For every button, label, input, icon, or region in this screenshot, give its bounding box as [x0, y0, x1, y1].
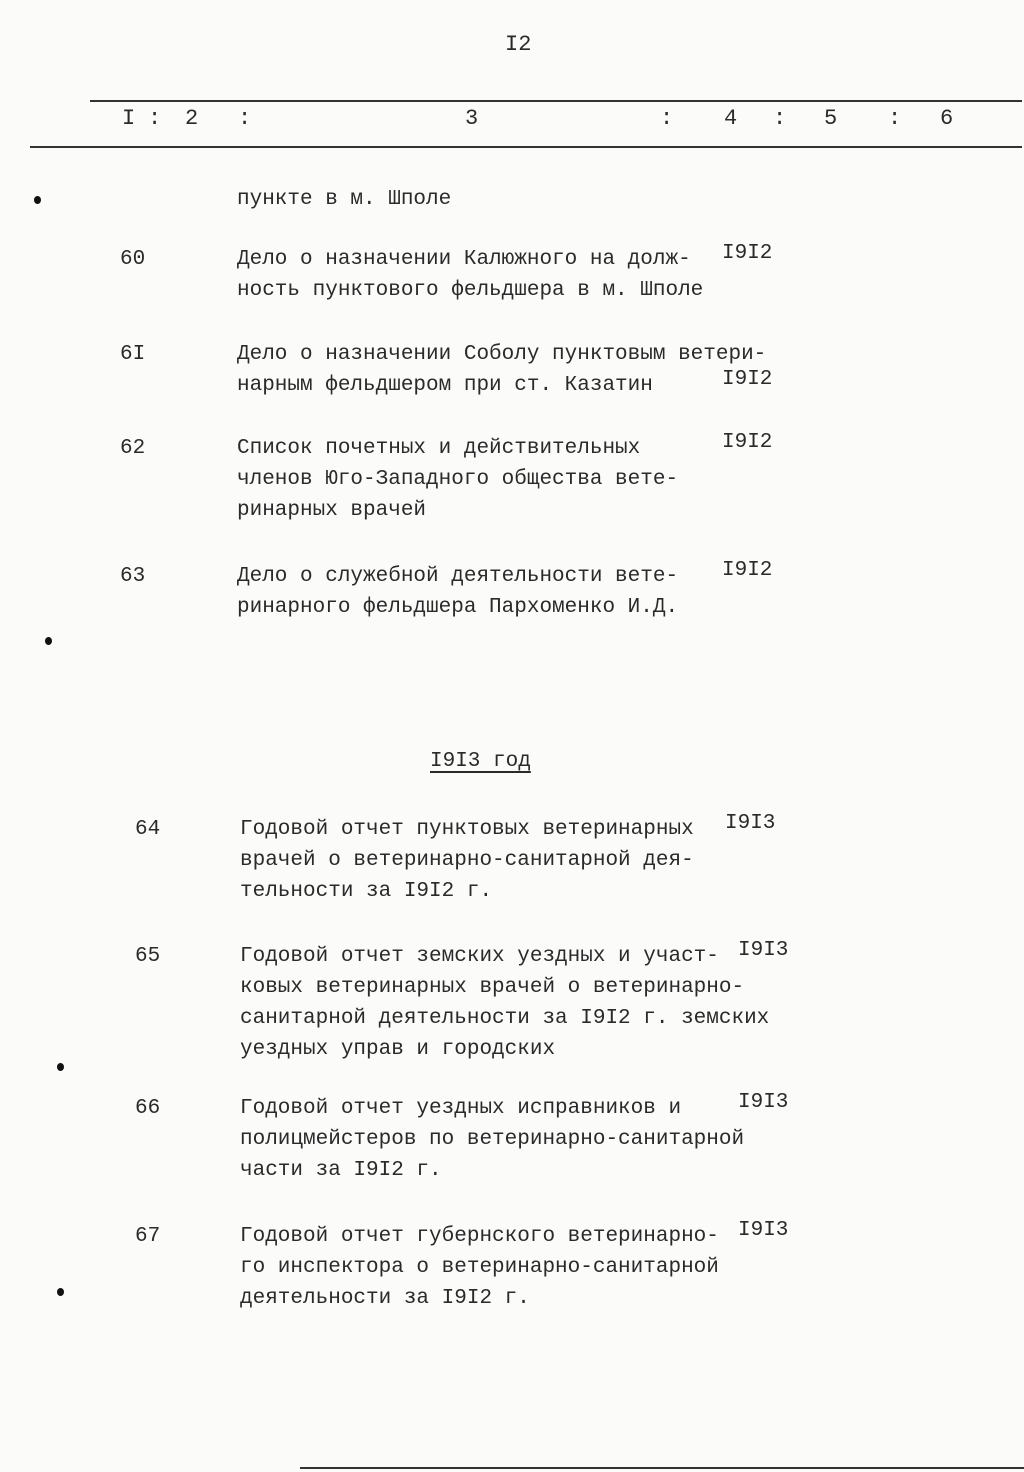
entry-number: 63	[120, 565, 146, 588]
column-3-header: 3	[465, 106, 479, 131]
column-4-header: 4	[724, 106, 738, 131]
entry-title	[240, 1221, 719, 1314]
entry-line: части за I9I2 г.	[240, 1159, 442, 1182]
entry-year: I9I3	[738, 1091, 789, 1114]
entry-year: I9I2	[722, 431, 773, 454]
entry-title	[240, 1093, 744, 1186]
entry-year: I9I3	[738, 939, 789, 962]
column-separator: :	[773, 106, 787, 131]
entry-title	[237, 244, 703, 306]
entry-line: Годовой отчет земских уездных и участ-	[240, 945, 719, 968]
entry-year: I9I2	[722, 242, 773, 265]
entry-line: нарным фельдшером при ст. Казатин	[237, 374, 653, 397]
entry-title	[237, 561, 678, 623]
punch-hole-mark	[45, 637, 52, 645]
column-6-header: 6	[940, 106, 954, 131]
entry-title	[240, 814, 694, 907]
column-separator: :	[660, 106, 674, 131]
entry-number: 62	[120, 437, 146, 460]
entry-line: Список почетных и действительных	[237, 437, 641, 460]
entry-line: тельности за I9I2 г.	[240, 880, 493, 903]
entry-line: членов Юго-Западного общества вете-	[237, 468, 679, 491]
entry-title	[240, 941, 769, 1065]
entry-line: Дело о служебной деятельности вете-	[237, 565, 679, 588]
entry-line: уездных управ и городских	[240, 1038, 556, 1061]
continuation-text	[237, 184, 451, 215]
entry-line: Годовой отчет уездных исправников и	[240, 1097, 682, 1120]
header-bottom-rule	[30, 146, 1022, 148]
entry-year: I9I2	[722, 368, 773, 391]
bottom-rule	[300, 1467, 1024, 1469]
entry-line: врачей о ветеринарно-санитарной дея-	[240, 849, 694, 872]
column-separator: :	[238, 106, 252, 131]
entry-number: 67	[135, 1225, 161, 1248]
entry-line: го инспектора о ветеринарно-санитарной	[240, 1256, 719, 1279]
entry-line: ность пунктового фельдшера в м. Шполе	[237, 279, 704, 302]
entry-number: 60	[120, 248, 146, 271]
column-5-header: 5	[824, 106, 838, 131]
entry-title	[237, 339, 766, 401]
entry-line: полицмейстеров по ветеринарно-санитарной	[240, 1128, 745, 1151]
entry-number: 6I	[120, 343, 146, 366]
entry-line: санитарной деятельности за I9I2 г. земских	[240, 1007, 770, 1030]
entry-line: Дело о назначении Калюжного на долж-	[237, 248, 691, 271]
entry-year: I9I3	[725, 812, 776, 835]
entry-line: Годовой отчет губернского ветеринарно-	[240, 1225, 719, 1248]
column-separator: :	[888, 106, 902, 131]
entry-year: I9I2	[722, 559, 773, 582]
entry-line: деятельности за I9I2 г.	[240, 1287, 530, 1310]
entry-line: ринарных врачей	[237, 499, 427, 522]
entry-line: Годовой отчет пунктовых ветеринарных	[240, 818, 694, 841]
punch-hole-mark	[57, 1288, 64, 1296]
section-heading: I9I3 год	[430, 750, 531, 773]
entry-number: 65	[135, 945, 161, 968]
punch-hole-mark	[57, 1063, 64, 1071]
header-top-rule	[90, 100, 1022, 102]
column-2-header: 2	[185, 106, 199, 131]
entry-number: 66	[135, 1097, 161, 1120]
punch-hole-mark	[34, 196, 41, 204]
column-separator: :	[148, 106, 162, 131]
column-1-header: I	[122, 106, 136, 131]
entry-line: ринарного фельдшера Пархоменко И.Д.	[237, 596, 679, 619]
entry-year: I9I3	[738, 1219, 789, 1242]
page-number: I2	[505, 32, 532, 57]
entry-title	[237, 433, 678, 526]
entry-line: ковых ветеринарных врачей о ветеринарно-	[240, 976, 745, 999]
entry-line: пункте в м. Шполе	[237, 188, 452, 211]
entry-number: 64	[135, 818, 161, 841]
entry-line: Дело о назначении Соболу пунктовым ветери-	[237, 343, 767, 366]
